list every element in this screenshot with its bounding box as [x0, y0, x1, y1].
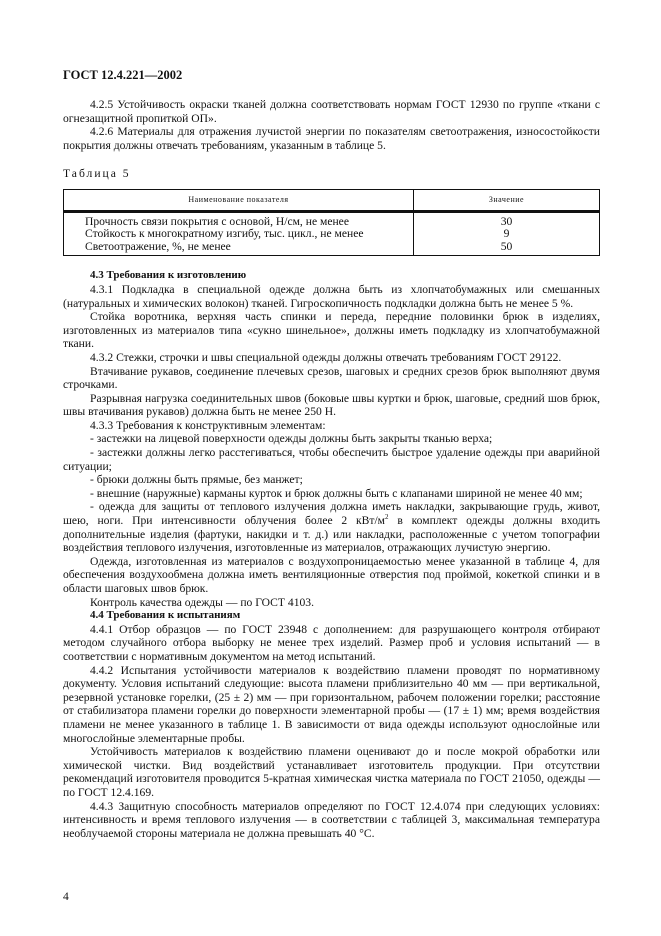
paragraph-seam-load: Разрывная нагрузка соединительных швов (боковые швы куртки и брюк, шаговые, средний шов брюк, швы втачивания рукавов) должна быть не менее 250 Н.	[63, 391, 600, 419]
list-item-text: в комплект одежды должны входить дополнительные изделия (фартуки, накидки и т. д.) или накладки, расположенные с учетом топографии воздействия теплового излучения, изготовленные из материалов, отражающих лучистую энергию.	[63, 514, 600, 555]
indicator-name: Прочность связи покрытия с основой, Н/см, не менее	[85, 214, 349, 228]
superscript: 2	[385, 513, 389, 522]
paragraph-4-4-2: 4.4.2 Испытания устойчивости материалов к воздействию пламени проводят по нормативному документу. Условия испытаний следующие: высота пламени приблизительно 40 мм — при вертикальной, резервной установке горелки, (25 ± 2) мм — при горизонтальном, рабочем положении горелки; расстояние от стабилизатора пламени горелки до поверхности элементарной пробы — (17 ± 1) мм; время воздействия пламени не менее указанного в таблице 1. В зависимости от вида одежды используют однослойные или многослойные элементарные пробы.	[63, 663, 600, 745]
paragraph-4-2-5: 4.2.5 Устойчивость окраски тканей должна соответствовать нормам ГОСТ 12930 по группе «ткани с огнезащитной пропиткой ОП».	[63, 98, 600, 125]
page-number: 4	[63, 890, 69, 903]
page-content	[63, 98, 600, 840]
paragraph-4-2-6: 4.2.6 Материалы для отражения лучистой энергии по показателям светоотражения, износостойкости покрытия должны отвечать требованиям, указанным в таблице 5.	[63, 125, 600, 152]
indicator-name: Стойкость к многократному изгибу, тыс. цикл., не менее	[85, 227, 364, 241]
paragraph-flame-resistance: Устойчивость материалов к воздействию пламени оценивают до и после мокрой обработки или химической чистки. Вид воздействий устанавливает изготовитель продукции. При отсутствии рекомендаций изготовителя проводится 5-кратная химическая чистка материала по ГОСТ 21050, одежды — по ГОСТ 12.4.169.	[63, 745, 600, 799]
list-item: - внешние (наружные) карманы курток и брюк должны быть с клапанами шириной не менее 40 мм;	[90, 486, 583, 500]
indicator-names-cell	[64, 211, 414, 256]
table-caption: Таблица 5	[63, 167, 131, 181]
paragraph-4-3-3: 4.3.3 Требования к конструктивным элементам:	[90, 418, 326, 432]
list-item-text: - одежда для защиты от теплового излучения должна иметь накладки, закрывающие грудь, живот, шею, ноги. При интенсивности облучения более 2 кВт/м	[63, 500, 600, 528]
paragraph-quality-control: Контроль качества одежды — по ГОСТ 4103.	[90, 595, 314, 609]
column-header-value: Значение	[414, 189, 600, 211]
list-item: - брюки должны быть прямые, без манжет;	[90, 473, 303, 487]
paragraph-sleeve-stitching: Втачивание рукавов, соединение плечевых срезов, шаговых и средних срезов брюк выполняют двумя строчками.	[63, 364, 600, 392]
section-heading-4-4: 4.4 Требования к испытаниям	[90, 609, 241, 622]
list-item: - застежки на лицевой поверхности одежды должны быть закрыты тканью верха;	[90, 432, 493, 446]
table-row	[64, 211, 600, 256]
section-heading-4-3: 4.3 Требования к изготовлению	[90, 269, 247, 282]
paragraph-collar-lining: Стойка воротника, верхняя часть спинки и переда, передние половинки брюк в изделиях, изготовленных из материалов типа «сукно шинельное», должны иметь подкладку из хлопчатобумажной ткани.	[63, 310, 600, 351]
table-5	[63, 189, 600, 256]
indicator-values-cell	[414, 211, 600, 256]
indicator-value: 9	[503, 227, 510, 241]
column-header-name: Наименование показателя	[64, 189, 414, 211]
paragraph-4-4-3: 4.4.3 Защитную способность материалов определяют по ГОСТ 12.4.074 при следующих условиях: интенсивность и время теплового излучения — в соответствии с таблицей 3, максимальная температура необлучаемой стороны материала не должна превышать 40 °С.	[63, 799, 600, 840]
indicator-value: 30	[500, 214, 513, 228]
paragraph-4-3-1: 4.3.1 Подкладка в специальной одежде должна быть из хлопчатобумажных или смешанных (натуральных и химических волокон) тканей. Гигроскопичность подкладки должна быть не менее 5 %.	[63, 282, 600, 310]
indicator-value: 50	[500, 239, 513, 253]
table-header-row	[64, 189, 600, 211]
paragraph-4-3-2: 4.3.2 Стежки, строчки и швы специальной одежды должны отвечать требованиям ГОСТ 29122.	[90, 350, 562, 364]
document-header: ГОСТ 12.4.221—2002	[63, 68, 183, 82]
indicator-name: Светоотражение, %, не менее	[85, 239, 231, 253]
paragraph-4-4-1: 4.4.1 Отбор образцов — по ГОСТ 23948 с дополнением: для разрушающего контроля отбирают методом случайного отбора выборку не менее трех изделий. Размер проб и условия испытаний — в соответствии с нормативным документом на метод испытаний.	[63, 622, 600, 663]
list-item: - застежки должны легко расстегиваться, чтобы обеспечить быстрое удаление одежды при аварийной ситуации;	[63, 446, 600, 473]
list-item	[63, 500, 600, 554]
paragraph-ventilation: Одежда, изготовленная из материалов с воздухопроницаемостью менее указанной в таблице 4, для обеспечения воздухообмена должна иметь вентиляционные отверстия под проймой, кокеткой спинки и в области шаговых швов брюк.	[63, 554, 600, 595]
